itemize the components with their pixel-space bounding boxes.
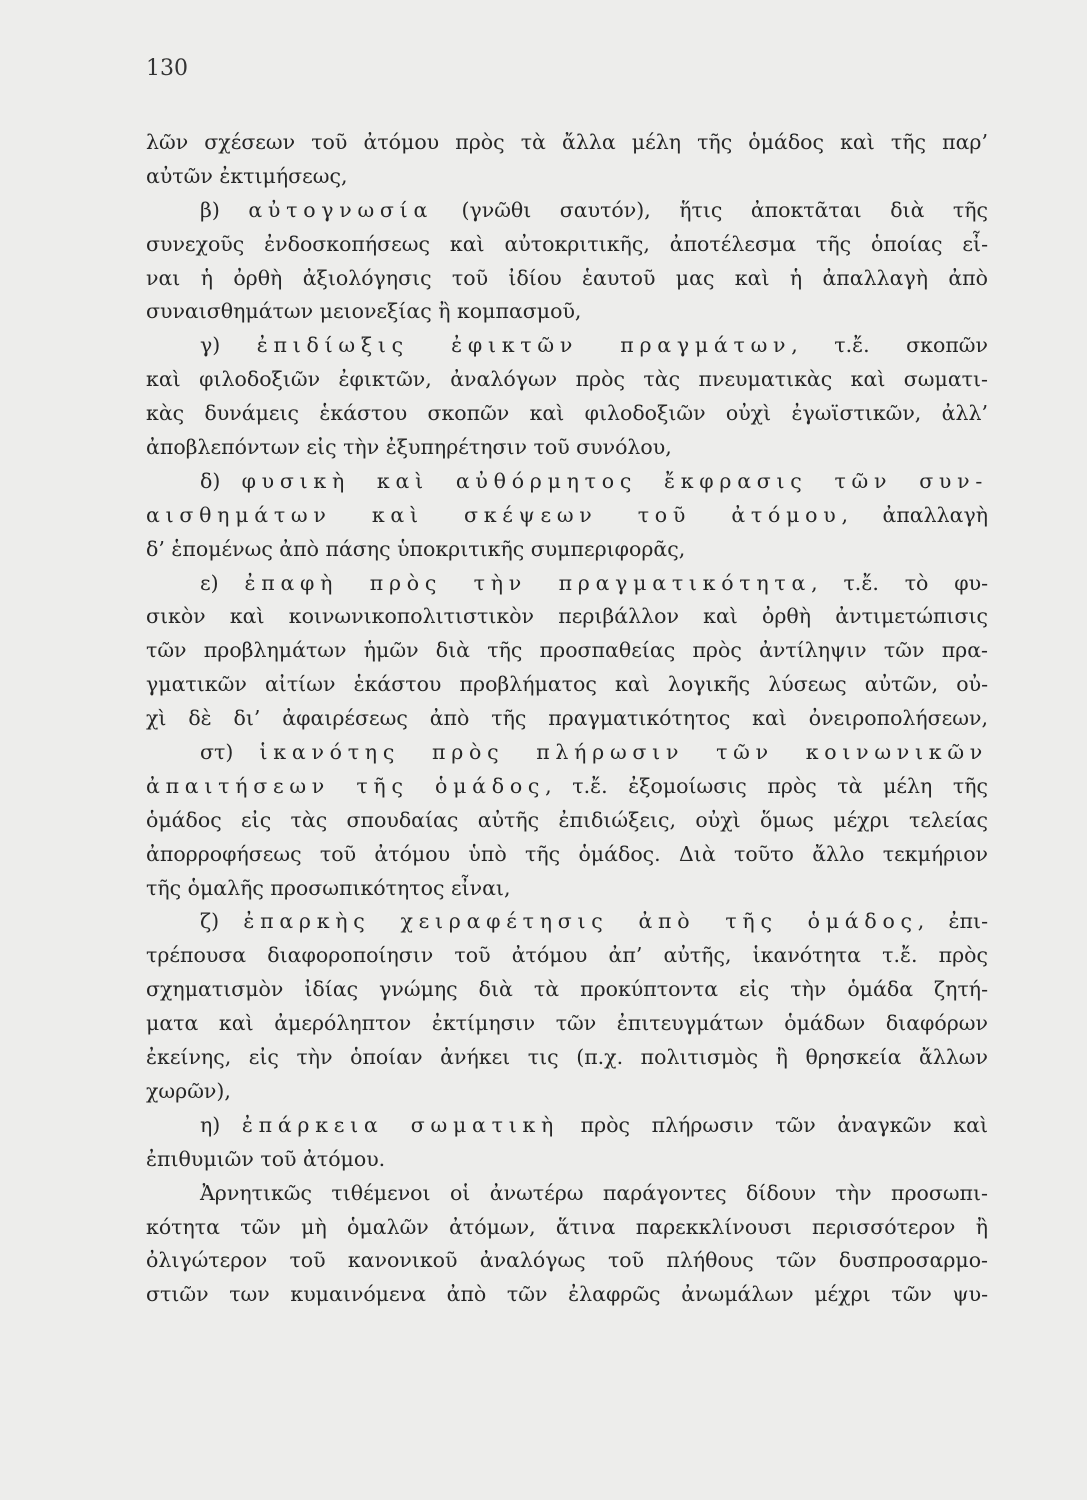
text-line: δ) φυσικὴ καὶ αὐθόρμητος ἔκφρασις τῶν συν-	[200, 468, 988, 493]
text-line: στιῶν των κυμαινόμενα ἀπὸ τῶν ἐλαφρῶς ἀνωμάλων μέχρι τῶν ψυ-	[146, 1282, 988, 1307]
emphasized-term: ἐπαρκὴς χειραφέτησις ἀπὸ τῆς ὁμάδος	[243, 909, 918, 934]
text-line: κότητα τῶν μὴ ὁμαλῶν ἀτόμων, ἅτινα παρεκκλίνουσι περισσότερον ἢ	[146, 1214, 988, 1239]
text-line: ζ) ἐπαρκὴς χειραφέτησις ἀπὸ τῆς ὁμάδος, ἐπι-	[200, 909, 988, 934]
text-line: συνεχοῦς ἐνδοσκοπήσεως καὶ αὐτοκριτικῆς, ἀποτέλεσμα τῆς ὁποίας εἶ-	[146, 231, 988, 256]
text-line: ε) ἐπαφὴ πρὸς τὴν πραγματικότητα, τ.ἔ. τὸ φυ-	[200, 570, 988, 595]
emphasized-term: ἐπαφὴ πρὸς τὴν πραγματικότητα	[244, 570, 812, 595]
text-line: η) ἐπάρκεια σωματικὴ πρὸς πλήρωσιν τῶν ἀναγκῶν καὶ	[200, 1112, 988, 1137]
text-line: τρέπουσα διαφοροποίησιν τοῦ ἀτόμου ἀπ’ αὐτῆς, ἱκανότητα τ.ἔ. πρὸς	[146, 943, 988, 968]
text-line: στ) ἱκανότης πρὸς πλήρωσιν τῶν κοινωνικῶν	[200, 740, 988, 765]
text-line: σχηματισμὸν ἰδίας γνώμης διὰ τὰ προκύπτοντα εἰς τὴν ὁμάδα ζητή-	[146, 977, 988, 1002]
text-line: χωρῶν),	[146, 1078, 231, 1103]
text-line: σικὸν καὶ κοινωνικοπολιτιστικὸν περιβάλλον καὶ ὀρθὴ ἀντιμετώπισις	[146, 604, 988, 629]
body-text	[146, 126, 988, 1312]
emphasized-term: ἐπάρκεια σωματικὴ	[241, 1112, 560, 1137]
emphasized-term: αισθημάτων καὶ σκέψεων τοῦ ἀτόμου	[146, 502, 842, 527]
text-line: τῶν προβλημάτων ἡμῶν διὰ τῆς προσπαθείας πρὸς ἀντίληψιν τῶν πρα-	[146, 638, 988, 663]
text-line: ναι ἡ ὀρθὴ ἀξιολόγησις τοῦ ἰδίου ἑαυτοῦ μας καὶ ἡ ἀπαλλαγὴ ἀπὸ	[146, 265, 988, 290]
text-line: χὶ δὲ δι’ ἀφαιρέσεως ἀπὸ τῆς πραγματικότητος καὶ ὀνειροπολήσεων,	[146, 706, 988, 731]
text-line: γματικῶν αἰτίων ἑκάστου προβλήματος καὶ λογικῆς λύσεως αὐτῶν, οὐ-	[146, 672, 988, 697]
text-line: γ) ἐπιδίωξις ἐφικτῶν πραγμάτων, τ.ἔ. σκοπῶν	[200, 333, 988, 358]
text-line: αὐτῶν ἐκτιμήσεως,	[146, 163, 348, 188]
text-line: ἀποβλεπόντων εἰς τὴν ἐξυπηρέτησιν τοῦ συνόλου,	[146, 435, 672, 460]
text-line: αισθημάτων καὶ σκέψεων τοῦ ἀτόμου, ἀπαλλαγὴ	[146, 502, 989, 527]
text-line: ὁμάδος εἰς τὰς σπουδαίας αὐτῆς ἐπιδιώξεις, οὐχὶ ὅμως μέχρι τελείας	[146, 807, 988, 832]
text-line: β) αὐτογνωσία (γνῶθι σαυτόν), ἥτις ἀποκτᾶται διὰ τῆς	[200, 197, 988, 222]
text-line: ματα καὶ ἀμερόληπτον ἐκτίμησιν τῶν ἐπιτευγμάτων ὁμάδων διαφόρων	[146, 1011, 988, 1036]
text-line: ἐκείνης, εἰς τὴν ὁποίαν ἀνήκει τις (π.χ. πολιτισμὸς ἢ θρησκεία ἄλλων	[146, 1045, 988, 1070]
page-number: 130	[146, 56, 188, 81]
text-line: δ’ ἑπομένως ἀπὸ πάσης ὑποκριτικῆς συμπεριφορᾶς,	[146, 536, 686, 561]
text-line: ἐπιθυμιῶν τοῦ ἀτόμου.	[146, 1146, 386, 1171]
text-line: λῶν σχέσεων τοῦ ἀτόμου πρὸς τὰ ἄλλα μέλη τῆς ὁμάδος καὶ τῆς παρ’	[146, 130, 988, 154]
emphasized-term: ἐπιδίωξις ἐφικτῶν πραγμάτων	[256, 333, 792, 358]
emphasized-term: αὐτογνωσία	[248, 197, 434, 222]
emphasized-term: φυσικὴ καὶ αὐθόρμητος ἔκφρασις τῶν συν-	[241, 468, 988, 493]
text-line: ἀπορροφήσεως τοῦ ἀτόμου ὑπὸ τῆς ὁμάδος. Διὰ τοῦτο ἄλλο τεκμήριον	[146, 841, 988, 866]
emphasized-term: ἀπαιτήσεων τῆς ὁμάδος	[146, 773, 546, 798]
text-line: ὀλιγώτερον τοῦ κανονικοῦ ἀναλόγως τοῦ πλήθους τῶν δυσπροσαρμο-	[146, 1248, 988, 1273]
text-line: συναισθημάτων μειονεξίας ἢ κομπασμοῦ,	[146, 299, 582, 324]
text-line: τῆς ὁμαλῆς προσωπικότητος εἶναι,	[146, 875, 511, 900]
text-line: Ἀρνητικῶς τιθέμενοι οἱ ἀνωτέρω παράγοντες δίδουν τὴν προσωπι-	[200, 1180, 988, 1205]
text-line: καὶ φιλοδοξιῶν ἐφικτῶν, ἀναλόγων πρὸς τὰς πνευματικὰς καὶ σωματι-	[146, 367, 988, 392]
emphasized-term: ἱκανότης πρὸς πλήρωσιν τῶν κοινωνικῶν	[259, 740, 988, 765]
text-line: κὰς δυνάμεις ἑκάστου σκοπῶν καὶ φιλοδοξιῶν οὐχὶ ἐγωϊστικῶν, ἀλλ’	[146, 401, 988, 426]
text-line: ἀπαιτήσεων τῆς ὁμάδος, τ.ἔ. ἐξομοίωσις πρὸς τὰ μέλη τῆς	[146, 773, 988, 798]
